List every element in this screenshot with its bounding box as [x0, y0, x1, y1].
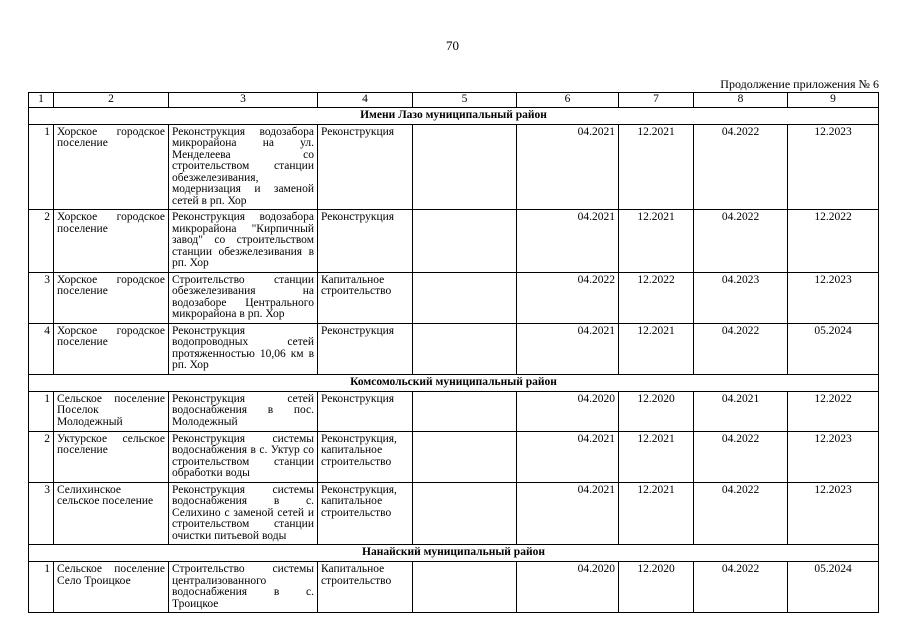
object-cell: Реконструкция водопроводных сетей протяженностью 10,06 км в рп. Хор	[169, 323, 318, 374]
section-title: Нанайский муниципальный район	[29, 545, 879, 562]
date-cell: 12.2021	[619, 210, 694, 273]
row-number: 4	[29, 323, 54, 374]
date-cell: 05.2024	[788, 562, 879, 613]
row-number: 1	[29, 391, 54, 431]
row-number: 2	[29, 210, 54, 273]
object-cell: Реконструкция водозабора микрорайона на ул. Менделеева со строительством станции обезжелезивания, модернизация и заменой сетей в рп. Хор	[169, 124, 318, 210]
row-number: 1	[29, 562, 54, 613]
work-type-cell: Реконструкция	[318, 323, 413, 374]
table-row	[29, 124, 879, 210]
continuation-note: Продолжение приложения № 6	[720, 77, 879, 91]
work-type-cell: Реконструкция	[318, 210, 413, 273]
table-row	[29, 323, 879, 374]
data-table	[28, 92, 879, 613]
column-header: 9	[788, 93, 879, 108]
row-number: 2	[29, 431, 54, 482]
col5-cell	[413, 562, 517, 613]
column-header-row	[29, 93, 879, 108]
object-cell: Реконструкция водозабора микрорайона "Кирпичный завод" со строительством станции обезжелезивания в рп. Хор	[169, 210, 318, 273]
column-header: 3	[169, 93, 318, 108]
work-type-cell: Капитальное строительство	[318, 562, 413, 613]
column-header: 1	[29, 93, 54, 108]
col5-cell	[413, 431, 517, 482]
locality-cell: Селихинское сельское поселение	[54, 482, 169, 545]
column-header: 7	[619, 93, 694, 108]
object-cell: Строительство системы централизованного водоснабжения в с. Троицкое	[169, 562, 318, 613]
section-title: Имени Лазо муниципальный район	[29, 107, 879, 124]
locality-cell: Хорское городское поселение	[54, 210, 169, 273]
row-number: 3	[29, 482, 54, 545]
section-header-row	[29, 374, 879, 391]
date-cell: 04.2022	[694, 210, 788, 273]
date-cell: 12.2022	[788, 210, 879, 273]
section-header-row	[29, 107, 879, 124]
date-cell: 04.2021	[517, 431, 619, 482]
date-cell: 04.2023	[694, 272, 788, 323]
date-cell: 04.2021	[517, 482, 619, 545]
work-type-cell: Реконструкция, капитальное строительство	[318, 482, 413, 545]
object-cell: Реконструкция сетей водоснабжения в пос. Молодежный	[169, 391, 318, 431]
col5-cell	[413, 210, 517, 273]
col5-cell	[413, 124, 517, 210]
date-cell: 12.2023	[788, 124, 879, 210]
col5-cell	[413, 272, 517, 323]
table-row	[29, 562, 879, 613]
date-cell: 04.2022	[694, 124, 788, 210]
date-cell: 12.2021	[619, 323, 694, 374]
column-header: 8	[694, 93, 788, 108]
object-cell: Строительство станции обезжелезивания на водозаборе Центрального микрорайона в рп. Хор	[169, 272, 318, 323]
date-cell: 04.2022	[694, 482, 788, 545]
date-cell: 04.2022	[694, 562, 788, 613]
section-header-row	[29, 545, 879, 562]
table-row	[29, 431, 879, 482]
table-row	[29, 272, 879, 323]
date-cell: 12.2023	[788, 272, 879, 323]
table-row	[29, 210, 879, 273]
locality-cell: Сельское поселение Поселок Молодежный	[54, 391, 169, 431]
object-cell: Реконструкция системы водоснабжения в с. Селихино с заменой сетей и строительством станции очистки питьевой воды	[169, 482, 318, 545]
column-header: 4	[318, 93, 413, 108]
date-cell: 12.2023	[788, 431, 879, 482]
date-cell: 04.2022	[517, 272, 619, 323]
column-header: 5	[413, 93, 517, 108]
column-header: 2	[54, 93, 169, 108]
date-cell: 12.2021	[619, 431, 694, 482]
work-type-cell: Реконструкция	[318, 124, 413, 210]
col5-cell	[413, 323, 517, 374]
date-cell: 05.2024	[788, 323, 879, 374]
date-cell: 04.2021	[517, 210, 619, 273]
column-header: 6	[517, 93, 619, 108]
table-row	[29, 391, 879, 431]
date-cell: 12.2020	[619, 391, 694, 431]
work-type-cell: Капитальное строительство	[318, 272, 413, 323]
col5-cell	[413, 391, 517, 431]
row-number: 1	[29, 124, 54, 210]
locality-cell: Сельское поселение Село Троицкое	[54, 562, 169, 613]
work-type-cell: Реконструкция	[318, 391, 413, 431]
date-cell: 12.2021	[619, 482, 694, 545]
date-cell: 12.2022	[788, 391, 879, 431]
col5-cell	[413, 482, 517, 545]
page-number: 70	[446, 38, 459, 53]
work-type-cell: Реконструкция, капитальное строительство	[318, 431, 413, 482]
date-cell: 12.2020	[619, 562, 694, 613]
locality-cell: Хорское городское поселение	[54, 272, 169, 323]
object-cell: Реконструкция системы водоснабжения в с. Уктур со строительством станции обработки воды	[169, 431, 318, 482]
locality-cell: Хорское городское поселение	[54, 124, 169, 210]
date-cell: 04.2022	[694, 323, 788, 374]
locality-cell: Уктурское сельское поселение	[54, 431, 169, 482]
date-cell: 04.2020	[517, 562, 619, 613]
table-row	[29, 482, 879, 545]
date-cell: 04.2021	[517, 124, 619, 210]
locality-cell: Хорское городское поселение	[54, 323, 169, 374]
row-number: 3	[29, 272, 54, 323]
date-cell: 04.2022	[694, 431, 788, 482]
date-cell: 12.2021	[619, 124, 694, 210]
date-cell: 12.2022	[619, 272, 694, 323]
section-title: Комсомольский муниципальный район	[29, 374, 879, 391]
date-cell: 12.2023	[788, 482, 879, 545]
date-cell: 04.2020	[517, 391, 619, 431]
date-cell: 04.2021	[694, 391, 788, 431]
date-cell: 04.2021	[517, 323, 619, 374]
